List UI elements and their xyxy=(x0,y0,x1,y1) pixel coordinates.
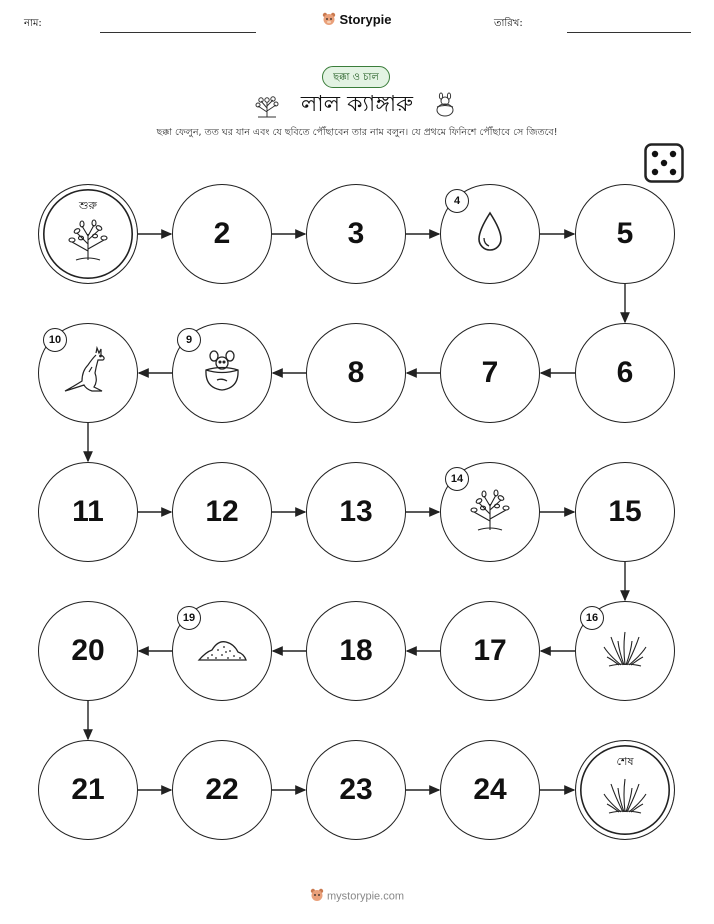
board-space-11[interactable] xyxy=(38,462,138,562)
space-number: 17 xyxy=(473,634,507,667)
dirt-pile-icon xyxy=(196,634,248,668)
board-space-21[interactable] xyxy=(38,740,138,840)
name-line[interactable] xyxy=(100,32,256,33)
category-badge: ছক্কা ও চাল xyxy=(322,66,390,88)
board-space-13[interactable] xyxy=(306,462,406,562)
brand-name: Storypie xyxy=(339,12,392,27)
space-number: 2 xyxy=(213,217,231,250)
date-label: তারিখ: xyxy=(494,18,523,29)
space-number-badge: 9 xyxy=(177,328,201,352)
space-number: 12 xyxy=(205,495,239,528)
board-space-18[interactable] xyxy=(306,601,406,701)
footer-url: mystorypie.com xyxy=(326,890,405,903)
bush-icon xyxy=(64,218,112,266)
space-number: 7 xyxy=(481,356,499,389)
start-label: শুরু xyxy=(79,199,97,212)
date-line[interactable] xyxy=(567,32,691,33)
board-space-20[interactable] xyxy=(38,601,138,701)
board-space-22[interactable] xyxy=(172,740,272,840)
space-number: 8 xyxy=(347,356,365,389)
space-number-badge: 16 xyxy=(580,606,604,630)
board-space-9[interactable] xyxy=(172,323,272,423)
board-space-16[interactable] xyxy=(575,601,675,701)
board-space-10[interactable] xyxy=(38,323,138,423)
board-space-6[interactable] xyxy=(575,323,675,423)
board-space-14[interactable] xyxy=(440,462,540,562)
instructions-text: ছক্কা ফেলুন, তত ঘর যান এবং যে ছবিতে পৌঁছাবেন তার নাম বলুন। যে প্রথমে ফিনিশে পৌঁছাবে সে জিতবে! xyxy=(156,127,558,138)
board-space-2[interactable] xyxy=(172,184,272,284)
board-space-12[interactable] xyxy=(172,462,272,562)
board-space-4[interactable] xyxy=(440,184,540,284)
footer-link[interactable] xyxy=(0,888,714,905)
board-space-17[interactable] xyxy=(440,601,540,701)
water-drop-icon xyxy=(473,210,507,258)
space-number: 18 xyxy=(339,634,373,667)
board-space-7[interactable] xyxy=(440,323,540,423)
space-number-badge: 19 xyxy=(177,606,201,630)
space-number: 20 xyxy=(71,634,105,667)
board-space-3[interactable] xyxy=(306,184,406,284)
name-label: নাম: xyxy=(24,18,42,29)
brand-logo xyxy=(0,12,714,29)
space-number: 5 xyxy=(616,217,634,250)
board-space-8[interactable] xyxy=(306,323,406,423)
space-number: 22 xyxy=(205,773,239,806)
dice-icon[interactable] xyxy=(644,143,684,183)
bush-icon xyxy=(466,488,514,536)
space-number: 11 xyxy=(72,495,104,528)
finish-label: শেষ xyxy=(616,755,634,768)
space-number: 3 xyxy=(347,217,365,250)
space-number: 15 xyxy=(608,495,642,528)
page-title: লাল ক্যাঙ্গারু xyxy=(300,92,414,117)
title-kangaroo-pouch-icon xyxy=(432,92,458,122)
space-number: 13 xyxy=(339,495,373,528)
space-number-badge: 14 xyxy=(445,467,469,491)
board-space-15[interactable] xyxy=(575,462,675,562)
grass-icon xyxy=(601,629,649,673)
board-space-23[interactable] xyxy=(306,740,406,840)
board-space-5[interactable] xyxy=(575,184,675,284)
finish-space[interactable] xyxy=(575,740,675,840)
space-number: 24 xyxy=(473,773,507,806)
space-number-badge: 4 xyxy=(445,189,469,213)
kangaroo-icon xyxy=(62,345,114,401)
board-space-24[interactable] xyxy=(440,740,540,840)
space-number: 23 xyxy=(339,773,373,806)
space-number-badge: 10 xyxy=(43,328,67,352)
space-number: 6 xyxy=(616,356,634,389)
kangaroo-pouch-icon xyxy=(199,348,245,398)
board-space-19[interactable] xyxy=(172,601,272,701)
footer-bear-icon xyxy=(310,888,324,905)
start-space[interactable] xyxy=(38,184,138,284)
grass-icon xyxy=(601,776,649,820)
space-number: 21 xyxy=(71,773,105,806)
bear-logo-icon xyxy=(322,12,336,29)
